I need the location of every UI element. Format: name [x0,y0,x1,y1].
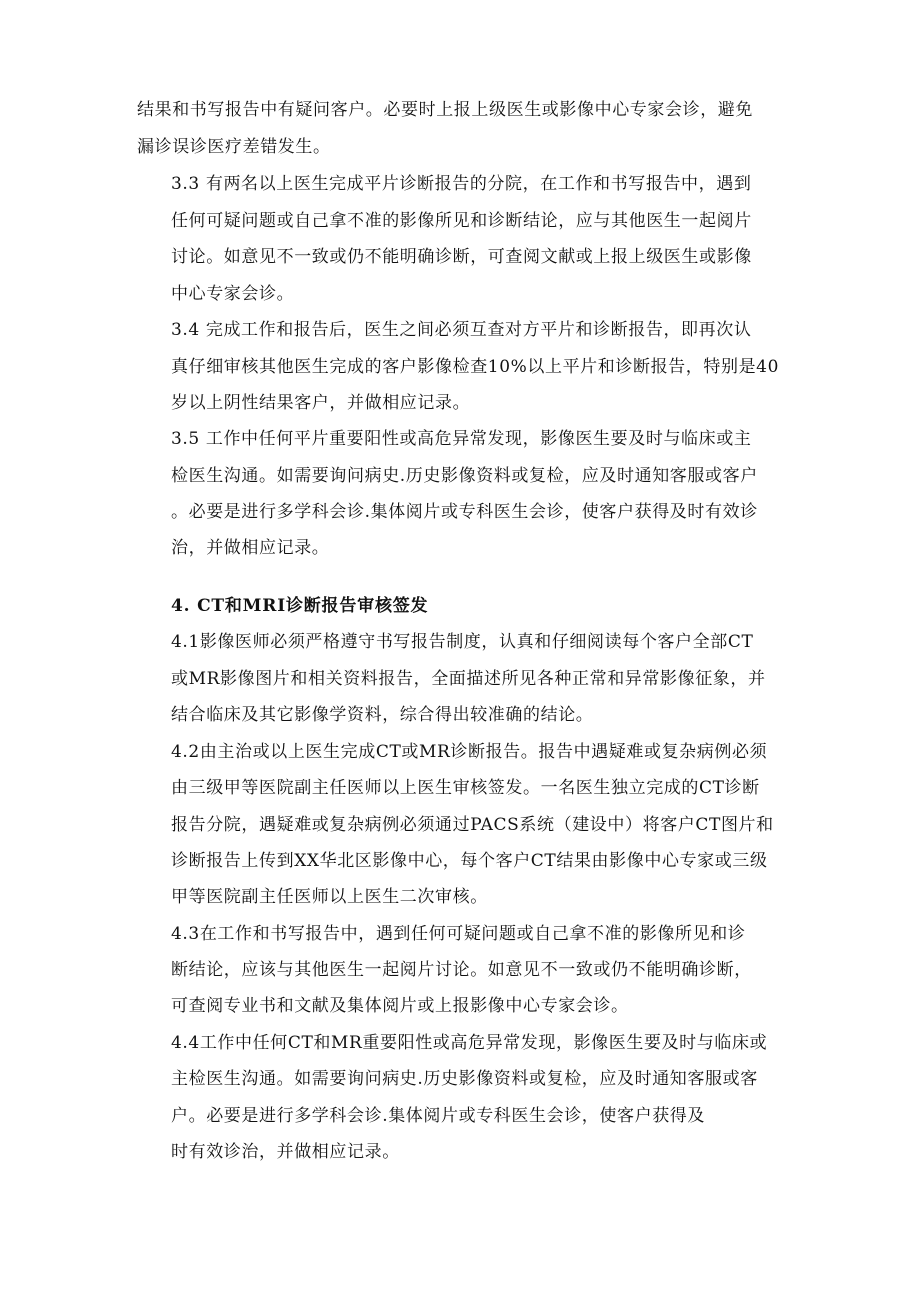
section-4-2-line-3: 报告分院，遇疑难或复杂病例必须通过PACS系统（建设中）将客户CT图片和 [171,815,774,835]
section-3-5-line-3: 。必要是进行多学科会诊.集体阅片或专科医生会诊，使客户获得及时有效诊 [171,502,758,522]
section-4-1-line-3: 结合临床及其它影像学资料，综合得出较准确的结论。 [171,705,594,725]
section-3-4-line-2: 真仔细审核其他医生完成的客户影像检查10%以上平片和诊断报告，特别是40 [171,357,780,377]
section-4-2-line-1: 4.2由主治或以上医生完成CT或MR诊断报告。报告中遇疑难或复杂病例必须 [171,742,768,762]
section-3-4-line-3: 岁以上阴性结果客户，并做相应记录。 [171,393,471,413]
section-4-3-line-1: 4.3在工作和书写报告中，遇到任何可疑问题或自己拿不准的影像所见和诊 [171,924,746,944]
section-3-3-line-2: 任何可疑问题或自己拿不准的影像所见和诊断结论，应与其他医生一起阅片 [171,211,752,231]
section-4-4-line-3: 户。必要是进行多学科会诊.集体阅片或专科医生会诊，使客户获得及 [171,1106,706,1126]
section-4-4-line-1: 4.4工作中任何CT和MR重要阳性或高危异常发现，影像医生要及时与临床或 [171,1033,768,1053]
section-3-5-line-4: 治，并做相应记录。 [171,538,330,558]
section-3-3-line-4: 中心专家会诊。 [171,284,295,304]
section-4-4-line-2: 主检医生沟通。如需要询问病史.历史影像资料或复检，应及时通知客服或客 [171,1069,758,1089]
section-3-4-line-1: 3.4 完成工作和报告后，医生之间必须互查对方平片和诊断报告，即再次认 [171,320,752,340]
section-4-3-line-3: 可查阅专业书和文献及集体阅片或上报影像中心专家会诊。 [171,996,629,1016]
section-4-2-line-5: 甲等医院副主任医师以上医生二次审核。 [171,887,488,907]
section-4-2-line-4: 诊断报告上传到XX华北区影像中心，每个客户CT结果由影像中心专家或三级 [171,851,768,871]
paragraph-1-line-2: 漏诊误诊医疗差错发生。 [137,137,331,157]
section-3-3-line-3: 讨论。如意见不一致或仍不能明确诊断，可查阅文献或上报上级医生或影像 [171,247,752,267]
section-4-3-line-2: 断结论，应该与其他医生一起阅片讨论。如意见不一致或仍不能明确诊断， [171,960,752,980]
section-4-4-line-4: 时有效诊治，并做相应记录。 [171,1142,400,1162]
section-4-1-line-1: 4.1影像医师必须严格遵守书写报告制度，认真和仔细阅读每个客户全部CT [171,632,754,652]
section-3-5-line-2: 检医生沟通。如需要询问病史.历史影像资料或复检，应及时通知客服或客户 [171,466,758,486]
paragraph-1-line-1: 结果和书写报告中有疑问客户。必要时上报上级医生或影像中心专家会诊，避免 [137,100,753,120]
section-3-5-line-1: 3.5 工作中任何平片重要阳性或高危异常发现，影像医生要及时与临床或主 [171,429,752,449]
section-4-heading: 4. CT和MRI诊断报告审核签发 [171,596,429,616]
section-3-3-line-1: 3.3 有两名以上医生完成平片诊断报告的分院，在工作和书写报告中，遇到 [171,174,752,194]
section-4-1-line-2: 或MR影像图片和相关资料报告，全面描述所见各种正常和异常影像征象，并 [171,669,766,689]
section-4-2-line-2: 由三级甲等医院副主任医师以上医生审核签发。一名医生独立完成的CT诊断 [171,778,760,798]
